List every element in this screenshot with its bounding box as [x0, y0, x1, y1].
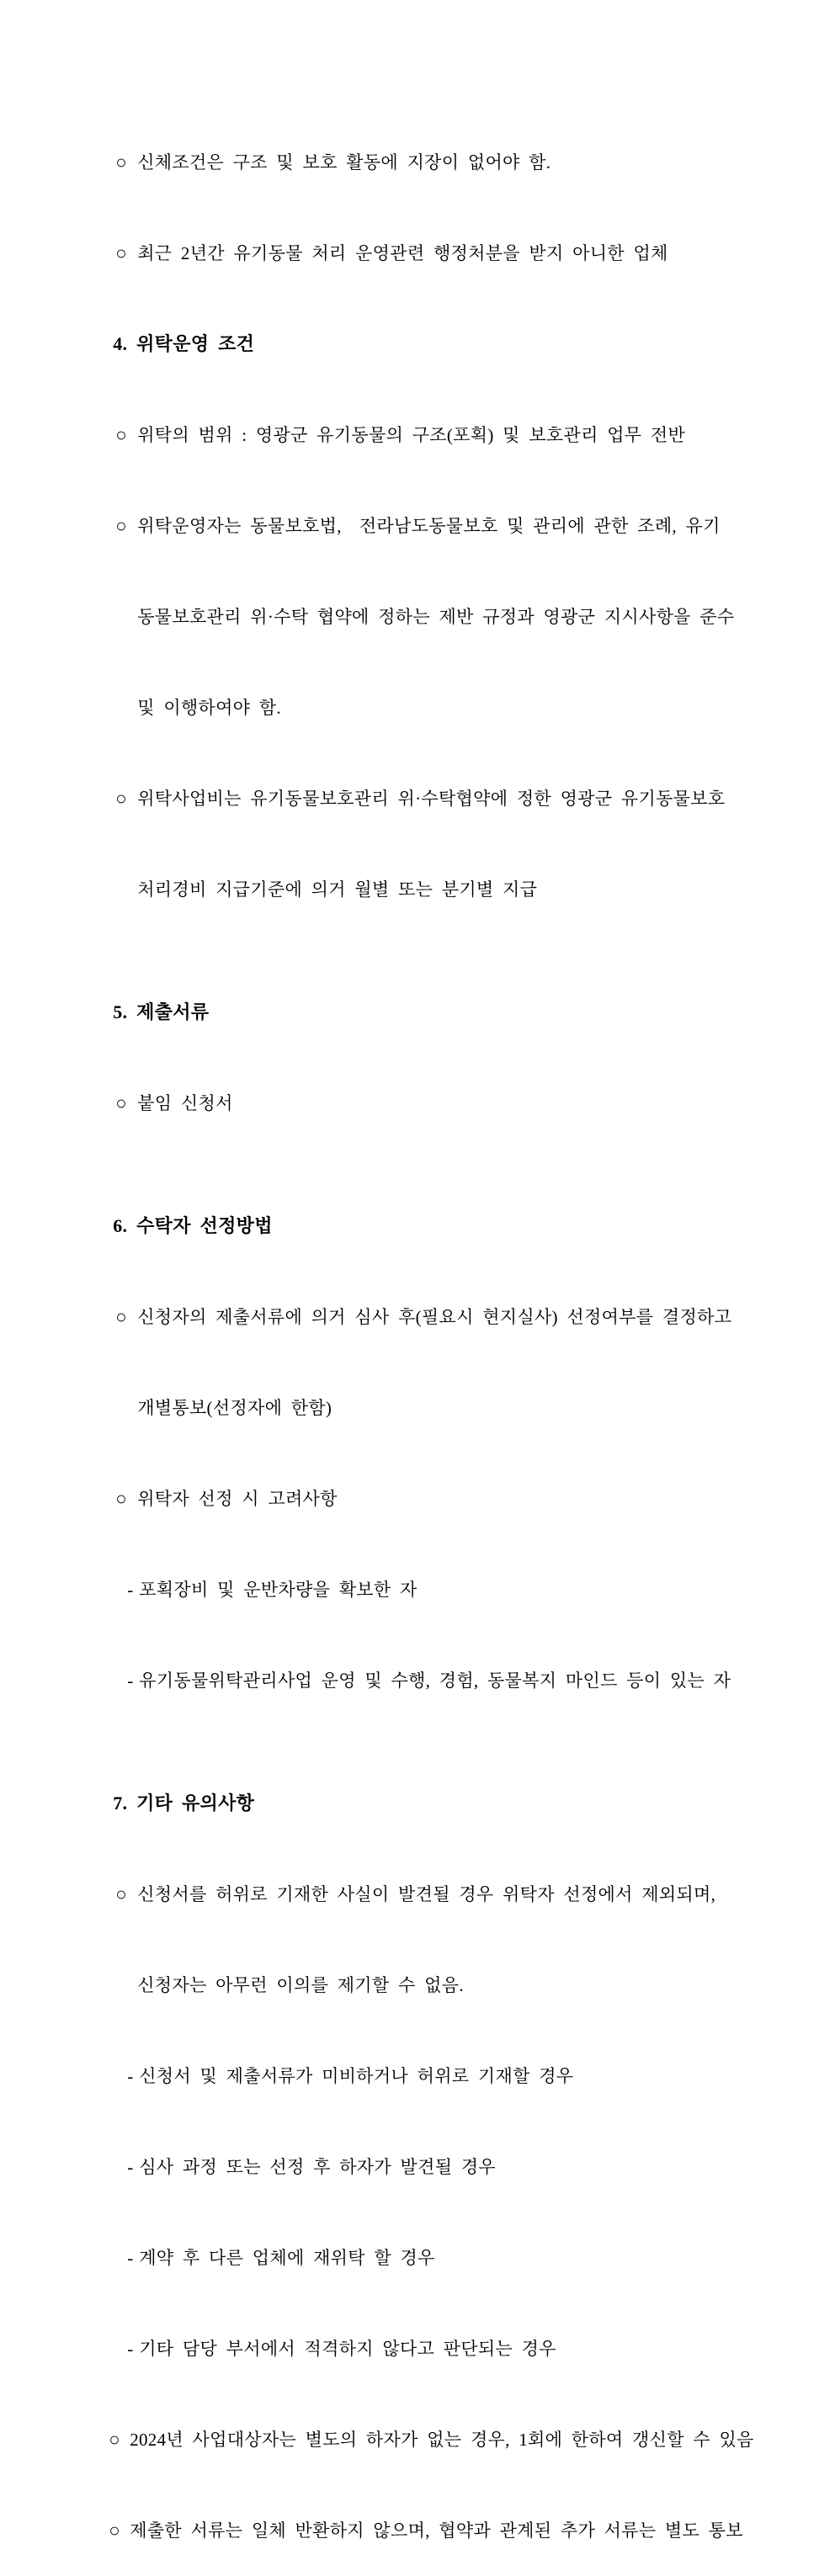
bullet-line: [0, 1272, 835, 1362]
line-text: 최근 2년간 유기동물 처리 운영관련 행정처분을 받지 아니한 업체: [137, 243, 668, 263]
line-text: 및 이행하여야 함.: [137, 698, 281, 718]
line-text: 포획장비 및 운반차량을 확보한 자: [139, 1580, 418, 1600]
line-text: 동물보호관리 위·수탁 협약에 정하는 제반 규정과 영광군 지시사항을 준수: [137, 607, 735, 627]
line-text: 위탁사업비는 유기동물보호관리 위·수탁협약에 정한 영광군 유기동물보호: [137, 789, 726, 809]
line-text: 계약 후 다른 업체에 재위탁 할 경우: [139, 2248, 435, 2268]
circle-bullet-marker: ○: [115, 424, 127, 445]
dash-line: [0, 1544, 835, 1635]
line-text: 2024년 사업대상자는 별도의 하자가 없는 경우, 1회에 한하여 갱신할 수 있음: [130, 2430, 754, 2450]
line-text: 신체조건은 구조 및 보호 활동에 지장이 없어야 함.: [137, 152, 551, 173]
circle-bullet-marker: ○: [109, 2429, 120, 2450]
section-heading-6: [0, 1181, 835, 1272]
dash-line: [0, 1635, 835, 1726]
line-text: 붙임 신청서: [137, 1093, 233, 1113]
circle-bullet-marker: ○: [115, 151, 127, 173]
bullet-line: [0, 1453, 835, 1544]
line-text: 위탁운영자는 동물보호법, 전라남도동물보호 및 관리에 관한 조례, 유기: [137, 516, 721, 536]
bullet-line-outer: [0, 2394, 835, 2485]
bullet-line: [0, 753, 835, 844]
bullet-line: [0, 208, 835, 299]
circle-bullet-marker: ○: [115, 1092, 127, 1113]
heading-text: 7. 기타 유의사항: [113, 1793, 255, 1814]
bullet-line: [0, 1849, 835, 1940]
circle-bullet-marker: ○: [115, 1883, 127, 1904]
line-text: 신청자는 아무런 이의를 제기할 수 없음.: [137, 1975, 464, 1995]
circle-bullet-marker: ○: [115, 1488, 127, 1509]
continuation-line: [0, 1940, 835, 2031]
line-text: 제출한 서류는 일체 반환하지 않으며, 협약과 관계된 추가 서류는 별도 통보: [130, 2520, 743, 2541]
line-text: 위탁자 선정 시 고려사항: [137, 1489, 338, 1509]
line-text: 유기동물위탁관리사업 운영 및 수행, 경험, 동물복지 마인드 등이 있는 자: [139, 1670, 731, 1691]
line-text: 위탁의 범위 : 영광군 유기동물의 구조(포획) 및 보호관리 업무 전반: [137, 425, 686, 445]
line-text: 기타 담당 부서에서 적격하지 않다고 판단되는 경우: [139, 2339, 556, 2359]
section-heading-7: [0, 1758, 835, 1849]
section-heading-5: [0, 967, 835, 1058]
section-heading-4: [0, 299, 835, 390]
bullet-line: [0, 117, 835, 208]
circle-bullet-marker: ○: [109, 2520, 120, 2541]
bullet-line: [0, 390, 835, 481]
dash-marker: -: [127, 2066, 134, 2086]
line-text: 신청자의 제출서류에 의거 심사 후(필요시 현지실사) 선정여부를 결정하고: [137, 1307, 732, 1327]
heading-text: 5. 제출서류: [113, 1001, 210, 1022]
dash-marker: -: [127, 2157, 134, 2177]
line-text: 심사 과정 또는 선정 후 하자가 발견될 경우: [139, 2157, 497, 2177]
dash-line: [0, 2122, 835, 2212]
dash-marker: -: [127, 2339, 134, 2359]
circle-bullet-marker: ○: [115, 788, 127, 809]
circle-bullet-marker: ○: [115, 242, 127, 263]
circle-bullet-marker: ○: [115, 1306, 127, 1327]
line-text: 개별통보(선정자에 한함): [137, 1398, 332, 1418]
line-text: 신청서 및 제출서류가 미비하거나 허위로 기재할 경우: [139, 2066, 574, 2086]
continuation-line: [0, 844, 835, 935]
dash-line: [0, 2303, 835, 2394]
continuation-line: [0, 571, 835, 662]
continuation-line: [0, 662, 835, 753]
dash-marker: -: [127, 1670, 134, 1691]
heading-text: 4. 위탁운영 조건: [113, 333, 255, 354]
dash-line: [0, 2031, 835, 2122]
heading-text: 6. 수탁자 선정방법: [113, 1215, 273, 1236]
continuation-line: [0, 1362, 835, 1453]
circle-bullet-marker: ○: [115, 515, 127, 536]
bullet-line: [0, 481, 835, 571]
dash-line: [0, 2212, 835, 2303]
dash-marker: -: [127, 2248, 134, 2268]
bullet-line-outer: [0, 2485, 835, 2576]
bullet-line: [0, 1058, 835, 1149]
line-text: 처리경비 지급기준에 의거 월별 또는 분기별 지급: [137, 879, 538, 900]
line-text: 신청서를 허위로 기재한 사실이 발견될 경우 위탁자 선정에서 제외되며,: [137, 1884, 716, 1904]
dash-marker: -: [127, 1580, 134, 1600]
